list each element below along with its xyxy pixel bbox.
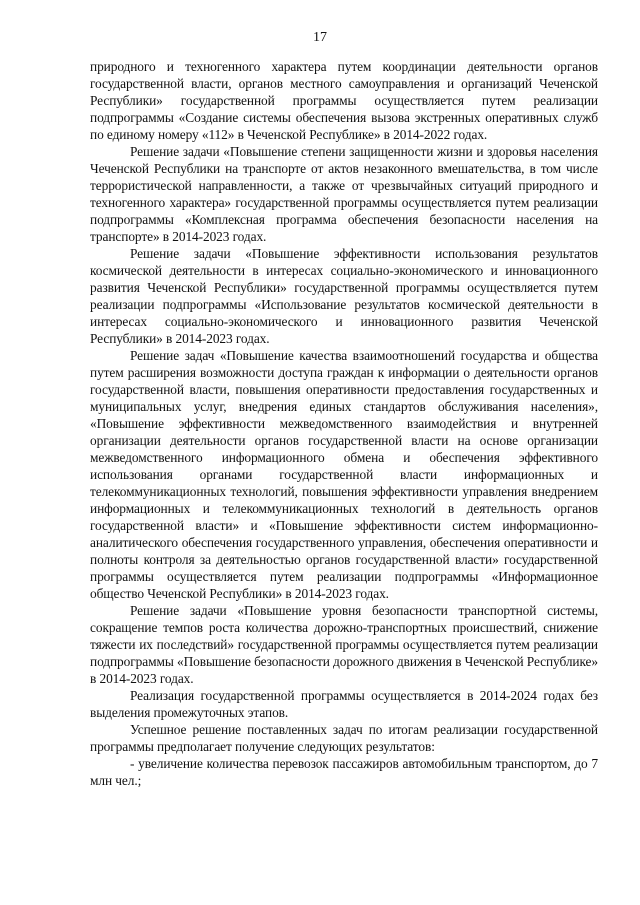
list-item-result: - увеличение количества перевозок пассажиров автомобильным транспортом, до 7 млн чел.; [90, 756, 598, 788]
paragraph-transport-security: Решение задачи «Повышение степени защищенности жизни и здоровья населения Чеченской Республики на транспорте от актов незаконного вмешательства, в том числе террористической направленности, а также от чрезвычайных ситуаций природного и техногенного характера» государственной программы осуществляется путем реализации подпрограммы «Комплексная программа обеспечения безопасности населения на транспорте» в 2014-2023 годах. [90, 144, 598, 244]
document-body [90, 58, 598, 789]
paragraph-expected-results: Успешное решение поставленных задач по итогам реализации государственной программы предполагает получение следующих результатов: [90, 722, 598, 754]
paragraph-road-safety: Решение задачи «Повышение уровня безопасности транспортной системы, сокращение темпов роста количества дорожно-транспортных происшествий, снижение тяжести их последствий» государственной программы осуществляется путем реализации подпрограммы «Повышение безопасности дорожного движения в Чеченской Республике» в 2014-2023 годах. [90, 603, 598, 686]
paragraph-information-society: Решение задач «Повышение качества взаимоотношений государства и общества путем расширения возможности доступа граждан к информации о деятельности органов государственной власти, повышения оперативности предоставления государственных и муниципальных услуг, внедрения единых стандартов обслуживания населения», «Повышение эффективности межведомственного взаимодействия и внутренней организации деятельности органов государственной власти на основе организации межведомственного информационного обмена и обеспечения эффективного использования органами государственной власти информационных и телекоммуникационных технологий, повышения эффективности управления внедрением информационных и телекоммуникационных технологий в деятельность органов государственной власти» и «Повышение эффективности систем информационно-аналитического обеспечения государственного управления, обеспечения оперативности и полноты контроля за деятельностью органов государственной власти» государственной программы осуществляется путем реализации подпрограммы «Информационное общество Чеченской Республики» в 2014-2023 годах. [90, 348, 598, 601]
page-number: 17 [313, 30, 327, 45]
paragraph-continuation: природного и техногенного характера путем координации деятельности органов государственной власти, органов местного самоуправления и организаций Чеченской Республики» государственной программы осуществляется путем реализации подпрограммы «Создание системы обеспечения вызова экстренных оперативных служб по единому номеру «112» в Чеченской Республике» в 2014-2022 годах. [90, 59, 598, 142]
paragraph-implementation-period: Реализация государственной программы осуществляется в 2014-2024 годах без выделения промежуточных этапов. [90, 688, 598, 720]
paragraph-space-activity: Решение задачи «Повышение эффективности использования результатов космической деятельности в интересах социально-экономического и инновационного развития Чеченской Республики» государственной программы осуществляется путем реализации подпрограммы «Использование результатов космической деятельности в интересах социально-экономического и инновационного развития Чеченской Республики» в 2014-2023 годах. [90, 246, 598, 346]
